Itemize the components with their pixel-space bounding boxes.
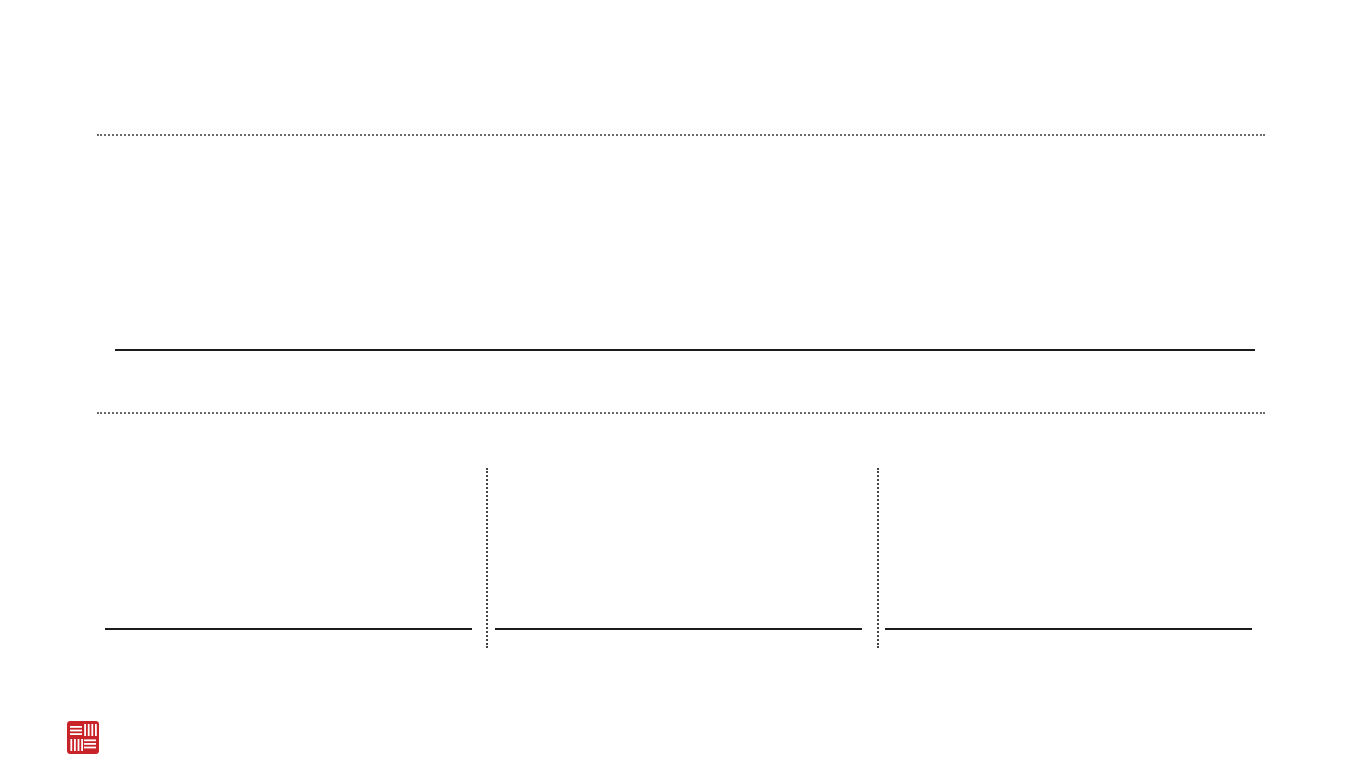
chart-title xyxy=(105,456,472,477)
x-axis-line xyxy=(115,349,1255,351)
chart-title xyxy=(885,456,1252,477)
chart-interest-bearing-checking xyxy=(105,456,472,630)
eastwest-bank-logo xyxy=(67,721,113,759)
section-average-deposit-rate-by-portfolio xyxy=(97,407,1265,414)
bar-plot xyxy=(495,477,862,630)
section-average-deposit-liability-cost xyxy=(97,129,1265,136)
chart-title xyxy=(495,456,862,477)
bar-plot xyxy=(885,477,1252,630)
dotted-divider xyxy=(97,412,1265,414)
bar-plot xyxy=(105,477,472,630)
dotted-divider xyxy=(97,134,1265,136)
eastwest-logo-text xyxy=(107,725,113,755)
chart-money-market xyxy=(495,456,862,630)
chart-time xyxy=(885,456,1252,630)
vertical-dotted-divider xyxy=(486,468,488,648)
eastwest-logo-icon xyxy=(67,721,99,759)
vertical-dotted-divider xyxy=(877,468,879,648)
